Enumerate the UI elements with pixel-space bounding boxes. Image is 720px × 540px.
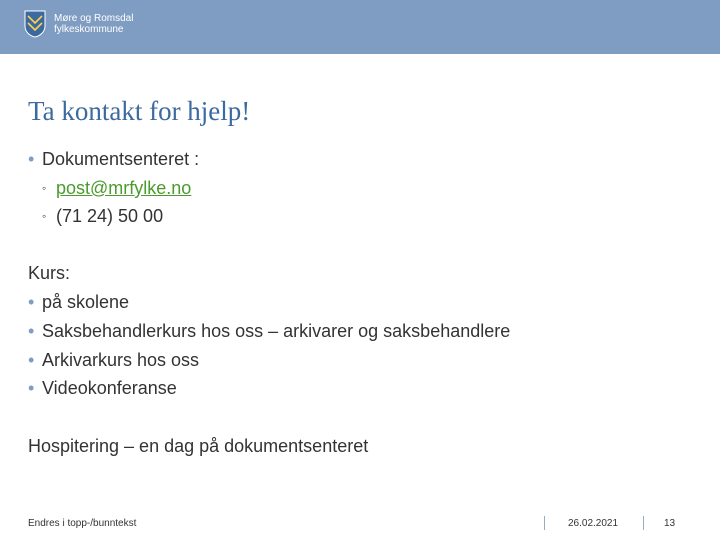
course-item-label: på skolene bbox=[42, 292, 130, 312]
phone-number: (71 24) 50 00 bbox=[56, 206, 164, 226]
circle-bullet-icon: ◦ bbox=[42, 181, 47, 195]
course-item-label: Arkivarkurs hos oss bbox=[42, 350, 200, 370]
footer-text: Endres i topp-/bunntekst bbox=[28, 518, 137, 529]
coat-of-arms-icon bbox=[24, 10, 46, 38]
course-item-label: Saksbehandlerkurs hos oss – arkivarer og saksbehandlere bbox=[42, 321, 511, 341]
course-item bbox=[28, 349, 199, 371]
slide-title: Ta kontakt for hjelp! bbox=[28, 96, 251, 126]
bullet-icon: • bbox=[28, 292, 35, 312]
circle-bullet-icon: ◦ bbox=[42, 209, 47, 223]
course-item bbox=[28, 291, 129, 313]
bullet-icon: • bbox=[28, 321, 35, 341]
logo-line-2: fylkeskommune bbox=[54, 24, 124, 35]
email-link[interactable]: post@mrfylke.no bbox=[56, 178, 192, 198]
bullet-icon: • bbox=[28, 350, 35, 370]
phone-line bbox=[42, 205, 163, 227]
logo-line-1: Møre og Romsdal bbox=[54, 13, 134, 24]
course-item bbox=[28, 377, 177, 399]
course-item-label: Videokonferanse bbox=[42, 378, 177, 398]
page-number: 13 bbox=[664, 518, 676, 529]
hospitering-text: Hospitering – en dag på dokumentsenteret bbox=[28, 436, 369, 456]
email-line bbox=[42, 177, 191, 199]
contact-label-line bbox=[28, 148, 199, 170]
header-bar bbox=[0, 0, 720, 54]
bullet-icon: • bbox=[28, 149, 35, 169]
footer-divider bbox=[544, 516, 545, 530]
bullet-icon: • bbox=[28, 378, 35, 398]
logo-text bbox=[54, 13, 133, 35]
footer-date: 26.02.2021 bbox=[568, 518, 619, 529]
footer-divider bbox=[643, 516, 644, 530]
course-item bbox=[28, 320, 510, 342]
contact-label: Dokumentsenteret : bbox=[42, 149, 200, 169]
courses-heading: Kurs: bbox=[28, 263, 71, 283]
